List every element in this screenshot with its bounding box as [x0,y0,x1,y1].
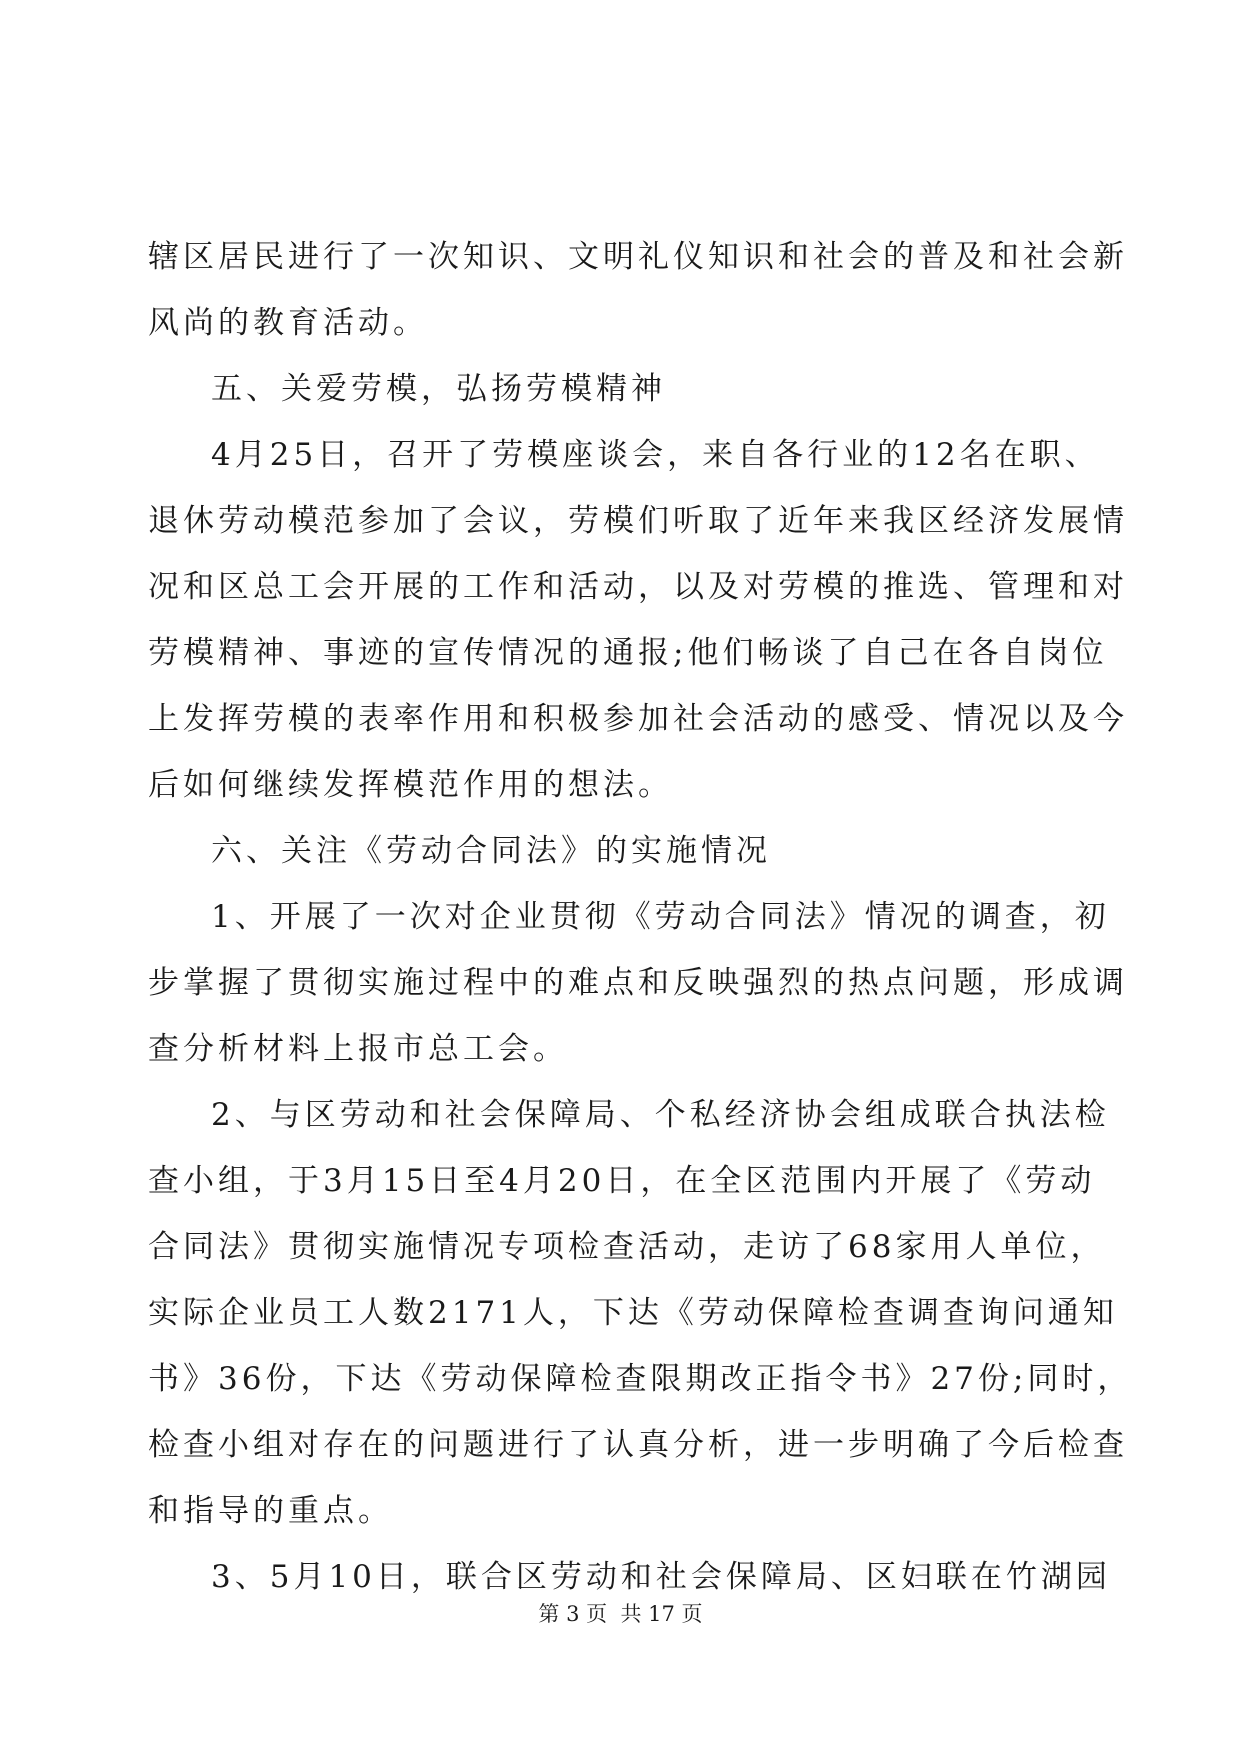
page-number-label: 第 3 页 共 17 页 [538,1602,703,1626]
page-footer [0,1601,1241,1627]
body-text-line: 查分析材料上报市总工会。 [148,1031,568,1067]
body-text-line: 劳模精神、事迹的宣传情况的通报;他们畅谈了自己在各自岗位 [148,635,1108,671]
section-heading: 六、关注《劳动合同法》的实施情况 [211,833,771,869]
body-text-line: 风尚的教育活动。 [148,305,428,341]
body-text-line: 上发挥劳模的表率作用和积极参加社会活动的感受、情况以及今 [148,701,1128,737]
body-text-line: 况和区总工会开展的工作和活动，以及对劳模的推选、管理和对 [148,569,1128,605]
body-text-line: 查小组，于3月15日至4月20日，在全区范围内开展了《劳动 [148,1163,1096,1199]
body-text-line: 书》36份，下达《劳动保障检查限期改正指令书》27份;同时， [148,1361,1133,1397]
body-text-line: 合同法》贯彻实施情况专项检查活动，走访了68家用人单位， [148,1229,1106,1265]
section-heading: 五、关爱劳模，弘扬劳模精神 [211,371,666,407]
body-text-line: 步掌握了贯彻实施过程中的难点和反映强烈的热点问题，形成调 [148,965,1128,1001]
body-text-line: 退休劳动模范参加了会议，劳模们听取了近年来我区经济发展情 [148,503,1128,539]
body-text-line: 和指导的重点。 [148,1493,393,1529]
body-text-line: 2、与区劳动和社会保障局、个私经济协会组成联合执法检 [211,1097,1110,1133]
body-text-line: 4月25日，召开了劳模座谈会，来自各行业的12名在职、 [211,437,1100,473]
body-text-line: 后如何继续发挥模范作用的想法。 [148,767,673,803]
body-text-line: 实际企业员工人数2171人，下达《劳动保障检查调查询问通知 [148,1295,1118,1331]
body-text-line: 1、开展了一次对企业贯彻《劳动合同法》情况的调查，初 [211,899,1110,935]
body-text-line: 3、5月10日，联合区劳动和社会保障局、区妇联在竹湖园 [211,1559,1111,1595]
body-text-line: 检查小组对存在的问题进行了认真分析，进一步明确了今后检查 [148,1427,1128,1463]
body-text-line: 辖区居民进行了一次知识、文明礼仪知识和社会的普及和社会新 [148,239,1128,275]
